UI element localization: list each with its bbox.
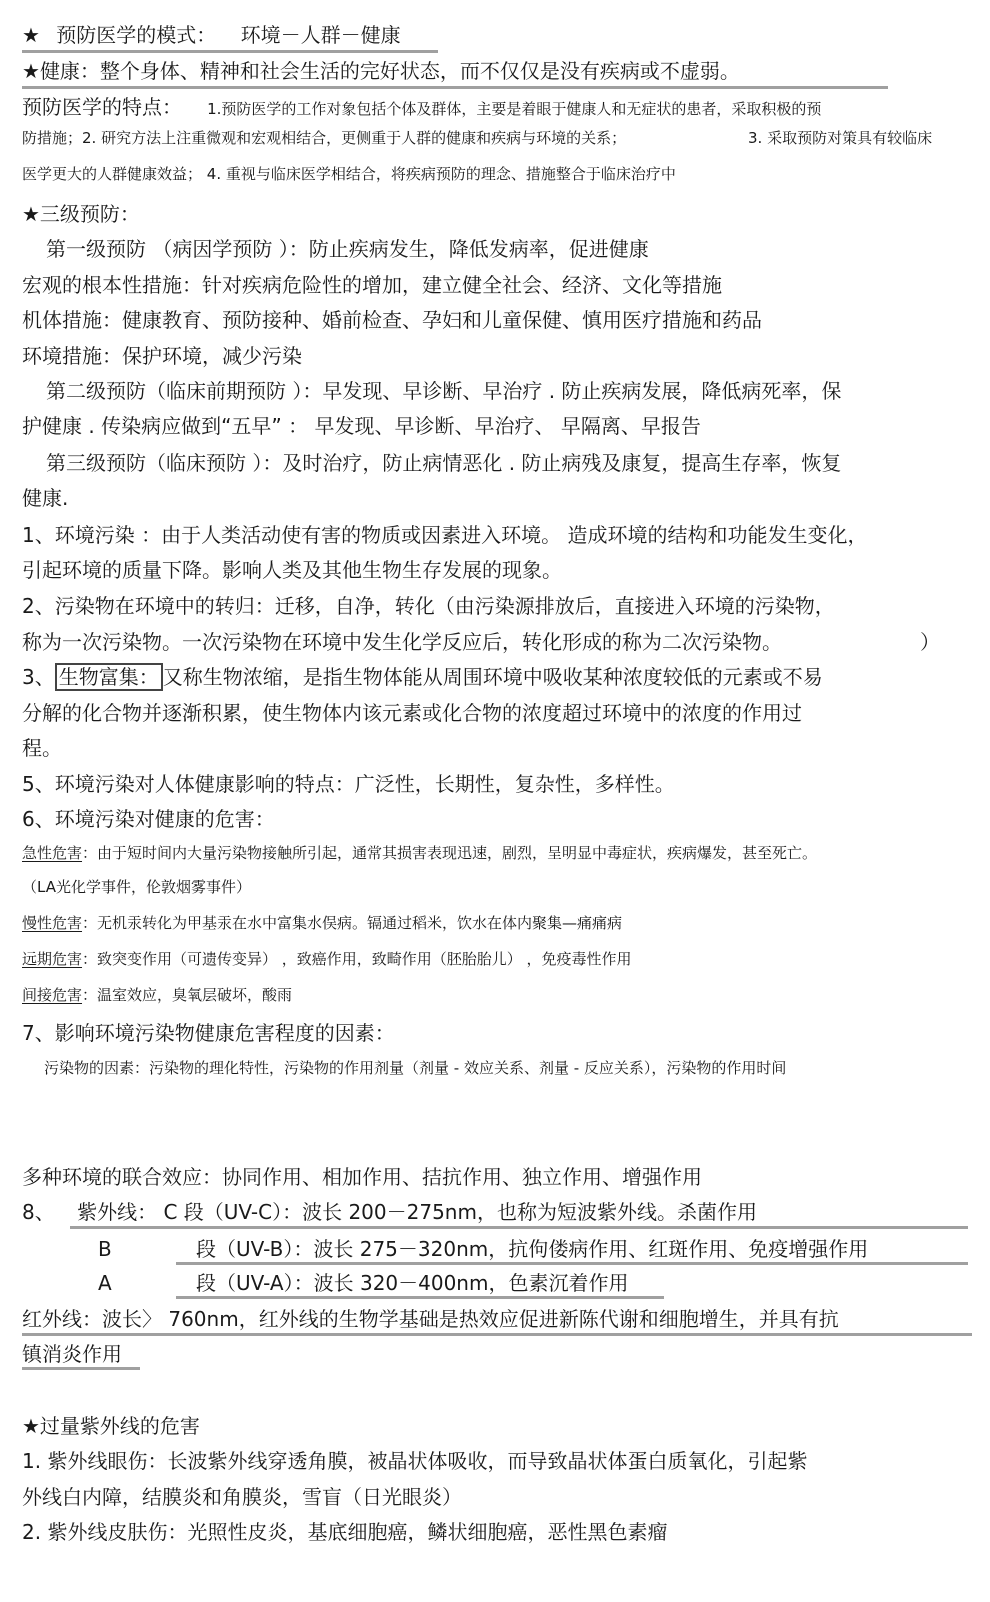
uv-number: 8、 (22, 1200, 55, 1224)
second-level-2: 护健康 . 传染病应做到“五早” ： 早发现、早诊断、早治疗、 早隔离、早报告 (22, 414, 701, 438)
item-1-line-b: 引起环境的质量下降。影响人类及其他生物生存发展的现象。 (22, 558, 562, 582)
features-line-3 (22, 166, 676, 183)
acute-harm-text: ：由于短时间内大量污染物接触所引起，通常其损害表现迅速，剧烈，呈明显中毒症状，疾病爆发，甚至死亡。 (82, 844, 818, 862)
second-level-1: 第二级预防（临床前期预防 ）：早发现、早诊断、早治疗 . 防止疾病发展，降低病死率，保 (46, 379, 842, 403)
health-text: 健康：整个身体、精神和社会生活的完好状态，而不仅仅是没有疾病或不虚弱。 (39, 59, 740, 83)
uv-c-line (22, 1201, 757, 1224)
uv-b-letter: B (98, 1237, 112, 1261)
uv-skin-line: 2. 紫外线皮肤伤：光照性皮炎，基底细胞癌，鳞状细胞癌，恶性黑色素瘤 (22, 1520, 668, 1544)
acute-harm-term: 急性危害 (22, 844, 83, 862)
bioaccumulation-term: 生物富集： (55, 663, 163, 691)
macro-measures: 宏观的根本性措施：针对疾病危险性的增加，建立健全社会、经济、文化等措施 (22, 273, 722, 297)
underline-rule (176, 1262, 968, 1265)
underline-rule (22, 1367, 140, 1370)
model-value: 环境－人群－健康 (240, 23, 401, 47)
three-level-heading: ★三级预防： (22, 202, 140, 226)
long-term-harm (22, 951, 632, 968)
uv-c-text: 紫外线： C 段（UV-C）：波长 200－275nm，也称为短波紫外线。杀菌作用 (77, 1200, 757, 1224)
item-3-line-b: 分解的化合物并逐渐积累，使生物体内该元素或化合物的浓度超过环境中的浓度的作用过 (22, 701, 802, 725)
infrared-line-1: 红外线：波长〉 760nm，红外线的生物学基础是热效应促进新陈代谢和细胞增生，并具有抗 (22, 1307, 839, 1331)
item-3-text-a: 又称生物浓缩，是指生物体能从周围环境中吸收某种浓度较低的元素或不易 (162, 665, 823, 689)
uv-a-text: 段（UV-A）：波长 320－400nm，色素沉着作用 (196, 1271, 629, 1295)
chronic-harm-term: 慢性危害 (22, 914, 83, 932)
pollutant-factors: 污染物的因素：污染物的理化特性，污染物的作用剂量（剂量 - 效应关系、剂量 - 反应关系），污染物的作用时间 (44, 1059, 787, 1077)
features-line-2 (22, 130, 626, 147)
model-line (22, 24, 401, 47)
third-level-1: 第三级预防（临床预防 ）：及时治疗，防止病情恶化 . 防止病残及康复，提高生存率，恢复 (46, 451, 842, 475)
features-text-1: 1.预防医学的工作对象包括个体及群体，主要是着眼于健康人和无症状的患者，采取积极的预 (207, 100, 822, 118)
item-2-paren: ） (920, 630, 940, 654)
indirect-harm-term: 间接危害 (22, 986, 83, 1004)
features-label: 预防医学的特点： (22, 95, 182, 119)
indirect-harm-text: ：温室效应，臭氧层破坏，酸雨 (82, 986, 293, 1004)
underline-rule (176, 1296, 664, 1299)
features-text-3: 医学更大的人群健康效益； 4. 重视与临床医学相结合，将疾病预防的理念、措施整合于临床治疗中 (22, 165, 676, 183)
long-term-harm-text: ：致突变作用（可遗传变异） ，致癌作用，致畸作用（胚胎胎儿） ，免疫毒性作用 (82, 950, 632, 968)
item-6: 6、环境污染对健康的危害： (22, 807, 275, 831)
joint-effects: 多种环境的联合效应：协同作用、相加作用、拮抗作用、独立作用、增强作用 (22, 1165, 702, 1189)
underline-rule (22, 86, 888, 89)
env-measures: 环境措施：保护环境，减少污染 (22, 344, 302, 368)
acute-harm (22, 845, 817, 862)
item-5: 5、环境污染对人体健康影响的特点：广泛性，长期性，复杂性，多样性。 (22, 772, 675, 796)
indirect-harm (22, 987, 292, 1004)
factors-heading: 7、影响环境污染物健康危害程度的因素： (22, 1021, 395, 1045)
first-level: 第一级预防 （病因学预防 ）：防止疾病发生，降低发病率，促进健康 (46, 237, 649, 261)
uv-eye-line-a: 1. 紫外线眼伤：长波紫外线穿透角膜，被晶状体吸收，而导致晶状体蛋白质氧化，引起紫 (22, 1449, 808, 1473)
body-measures: 机体措施：健康教育、预防接种、婚前检查、孕妇和儿童保健、慎用医疗措施和药品 (22, 308, 762, 332)
infrared-line-2: 镇消炎作用 (22, 1342, 122, 1366)
long-term-harm-term: 远期危害 (22, 950, 83, 968)
features-text-2a: 防措施；2. 研究方法上注重微观和宏观相结合，更侧重于人群的健康和疾病与环境的关系； (22, 129, 627, 147)
item-2-line-a: 2、污染物在环境中的转归：迁移，自净，转化（由污染源排放后，直接进入环境的污染物， (22, 594, 835, 618)
item-2-line-b: 称为一次污染物。一次污染物在环境中发生化学反应后，转化形成的称为二次污染物。 (22, 630, 782, 654)
underline-rule (22, 1333, 972, 1336)
excess-uv-heading: ★过量紫外线的危害 (22, 1414, 200, 1438)
features-text-2b: 3. 采取预防对策具有较临床 (748, 129, 933, 147)
acute-harm-note: （LA光化学事件，伦敦烟雾事件） (22, 878, 251, 896)
uv-eye-line-b: 外线白内障，结膜炎和角膜炎，雪盲（日光眼炎） (22, 1485, 462, 1509)
chronic-harm-text: ：无机汞转化为甲基汞在水中富集水俣病。镉通过稻米，饮水在体内聚集—痛痛病 (82, 914, 623, 932)
item-3-line-c: 程。 (22, 736, 62, 760)
uv-a-letter: A (98, 1271, 112, 1295)
star-icon: ★ (22, 59, 40, 83)
model-label: 预防医学的模式： (56, 23, 217, 47)
health-definition (22, 60, 740, 83)
chronic-harm (22, 915, 622, 932)
star-icon: ★ (22, 23, 40, 47)
features-line-1 (22, 96, 821, 119)
third-level-2: 健康. (22, 486, 69, 510)
item-3-number: 3、 (22, 665, 55, 689)
features-line-2b (748, 130, 932, 147)
underline-rule (70, 1226, 968, 1229)
uv-b-text: 段（UV-B）：波长 275－320nm，抗佝偻病作用、红斑作用、免疫增强作用 (196, 1237, 869, 1261)
item-3-line-a (22, 666, 823, 689)
underline-rule (22, 50, 438, 53)
item-1-line-a: 1、环境污染 ：由于人类活动使有害的物质或因素进入环境。 造成环境的结构和功能发生变化， (22, 523, 868, 547)
